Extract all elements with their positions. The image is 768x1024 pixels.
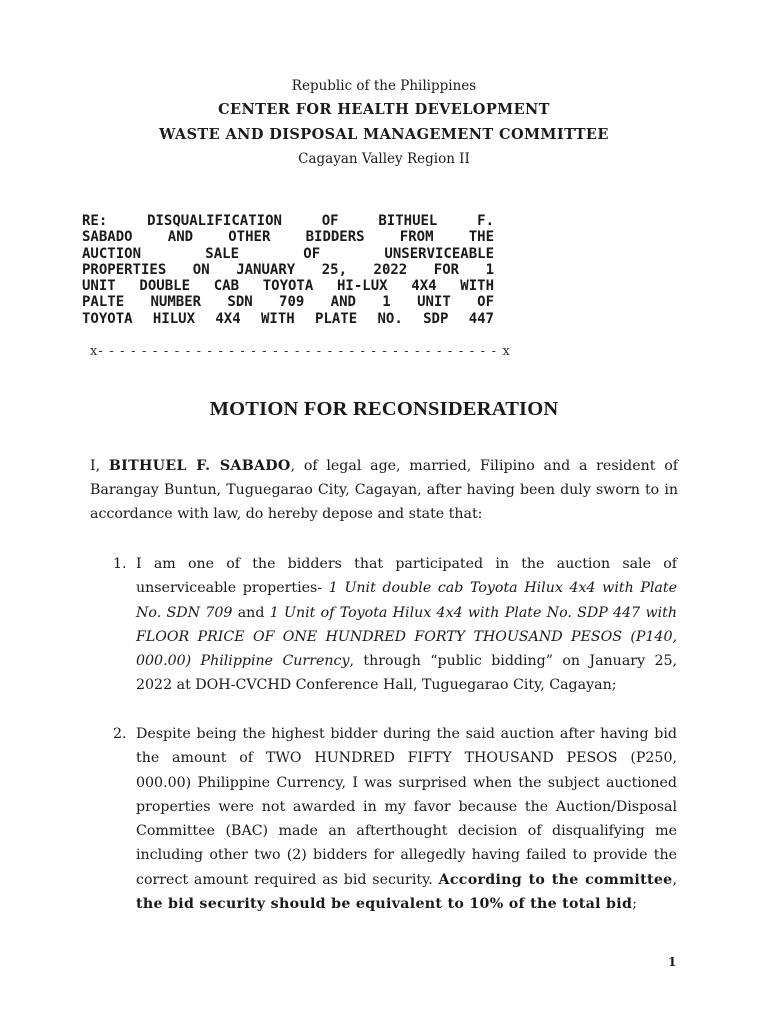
item-line: Committee (BAC) made an afterthought decision of disqualifying me — [136, 823, 677, 840]
intro-line: I, BITHUEL F. SABADO, of legal age, married, Filipino and a resident of — [90, 458, 678, 474]
header-center: CENTER FOR HEALTH DEVELOPMENT — [218, 101, 550, 118]
item-number: 1. — [113, 556, 127, 572]
affiant-name: BITHUEL F. SABADO — [108, 458, 291, 474]
re-line: RE: DISQUALIFICATION OF BITHUEL F. — [82, 213, 494, 229]
intro-line: Barangay Buntun, Tuguegarao City, Cagayan, after having been duly sworn to in — [90, 482, 678, 498]
re-line: UNIT DOUBLE CAB TOYOTA HI-LUX 4X4 WITH — [82, 278, 494, 295]
item-line: unserviceable properties- 1 Unit double cab Toyota Hilux 4x4 with Plate — [136, 580, 677, 597]
item-line: I am one of the bidders that participated in the auction sale of — [136, 556, 677, 572]
item-line: 000.00) Philippine Currency, I was surprised when the subject auctioned — [136, 774, 677, 791]
item-1-paragraph — [136, 552, 677, 698]
header-region: Cagayan Valley Region II — [298, 151, 470, 167]
item-2-paragraph — [136, 722, 677, 916]
item-number: 2. — [113, 726, 127, 742]
re-line: SABADO AND OTHER BIDDERS FROM THE — [82, 229, 494, 246]
item-line: properties were not awarded in my favor because the Auction/Disposal — [136, 798, 677, 815]
intro-paragraph — [90, 454, 678, 526]
re-line: TOYOTA HILUX 4X4 WITH PLATE NO. SDP 447 — [82, 310, 494, 327]
header-republic: Republic of the Philippines — [291, 78, 477, 94]
item-line: including other two (2) bidders for allegedly having failed to provide the — [136, 847, 677, 864]
item-line: 000.00) Philippine Currency, through “public bidding” on January 25, — [136, 653, 678, 670]
document-title: MOTION FOR RECONSIDERATION — [209, 398, 559, 420]
item-line: the bid security should be equivalent to 10% of the total bid; — [136, 896, 637, 913]
item-line: correct amount required as bid security. According to the committee, — [136, 871, 677, 888]
item-line: No. SDN 709 and 1 Unit of Toyota Hilux 4x4 with Plate No. SDP 447 with — [136, 604, 678, 621]
intro-line: accordance with law, do hereby depose and state that: — [90, 506, 483, 522]
item-line: Despite being the highest bidder during the said auction after having bid — [136, 726, 677, 742]
section-divider: x- - - - - - - - - - - - - - - - - - - - - - - - - - - - - - - - - - - - - x — [90, 344, 512, 359]
page-number: 1 — [668, 955, 677, 969]
re-line: AUCTION SALE OF UNSERVICEABLE — [82, 245, 494, 262]
re-subject-block — [82, 213, 494, 327]
item-line: 2022 at DOH-CVCHD Conference Hall, Tuguegarao City, Cagayan; — [136, 677, 617, 694]
re-line: PALTE NUMBER SDN 709 AND 1 UNIT OF — [82, 294, 494, 311]
item-line: the amount of TWO HUNDRED FIFTY THOUSAND PESOS (P250, — [136, 750, 677, 767]
header-committee: WASTE AND DISPOSAL MANAGEMENT COMMITTEE — [159, 126, 609, 143]
re-line: PROPERTIES ON JANUARY 25, 2022 FOR 1 — [82, 261, 494, 278]
item-line: FLOOR PRICE OF ONE HUNDRED FORTY THOUSAND PESOS (P140, — [136, 628, 677, 645]
